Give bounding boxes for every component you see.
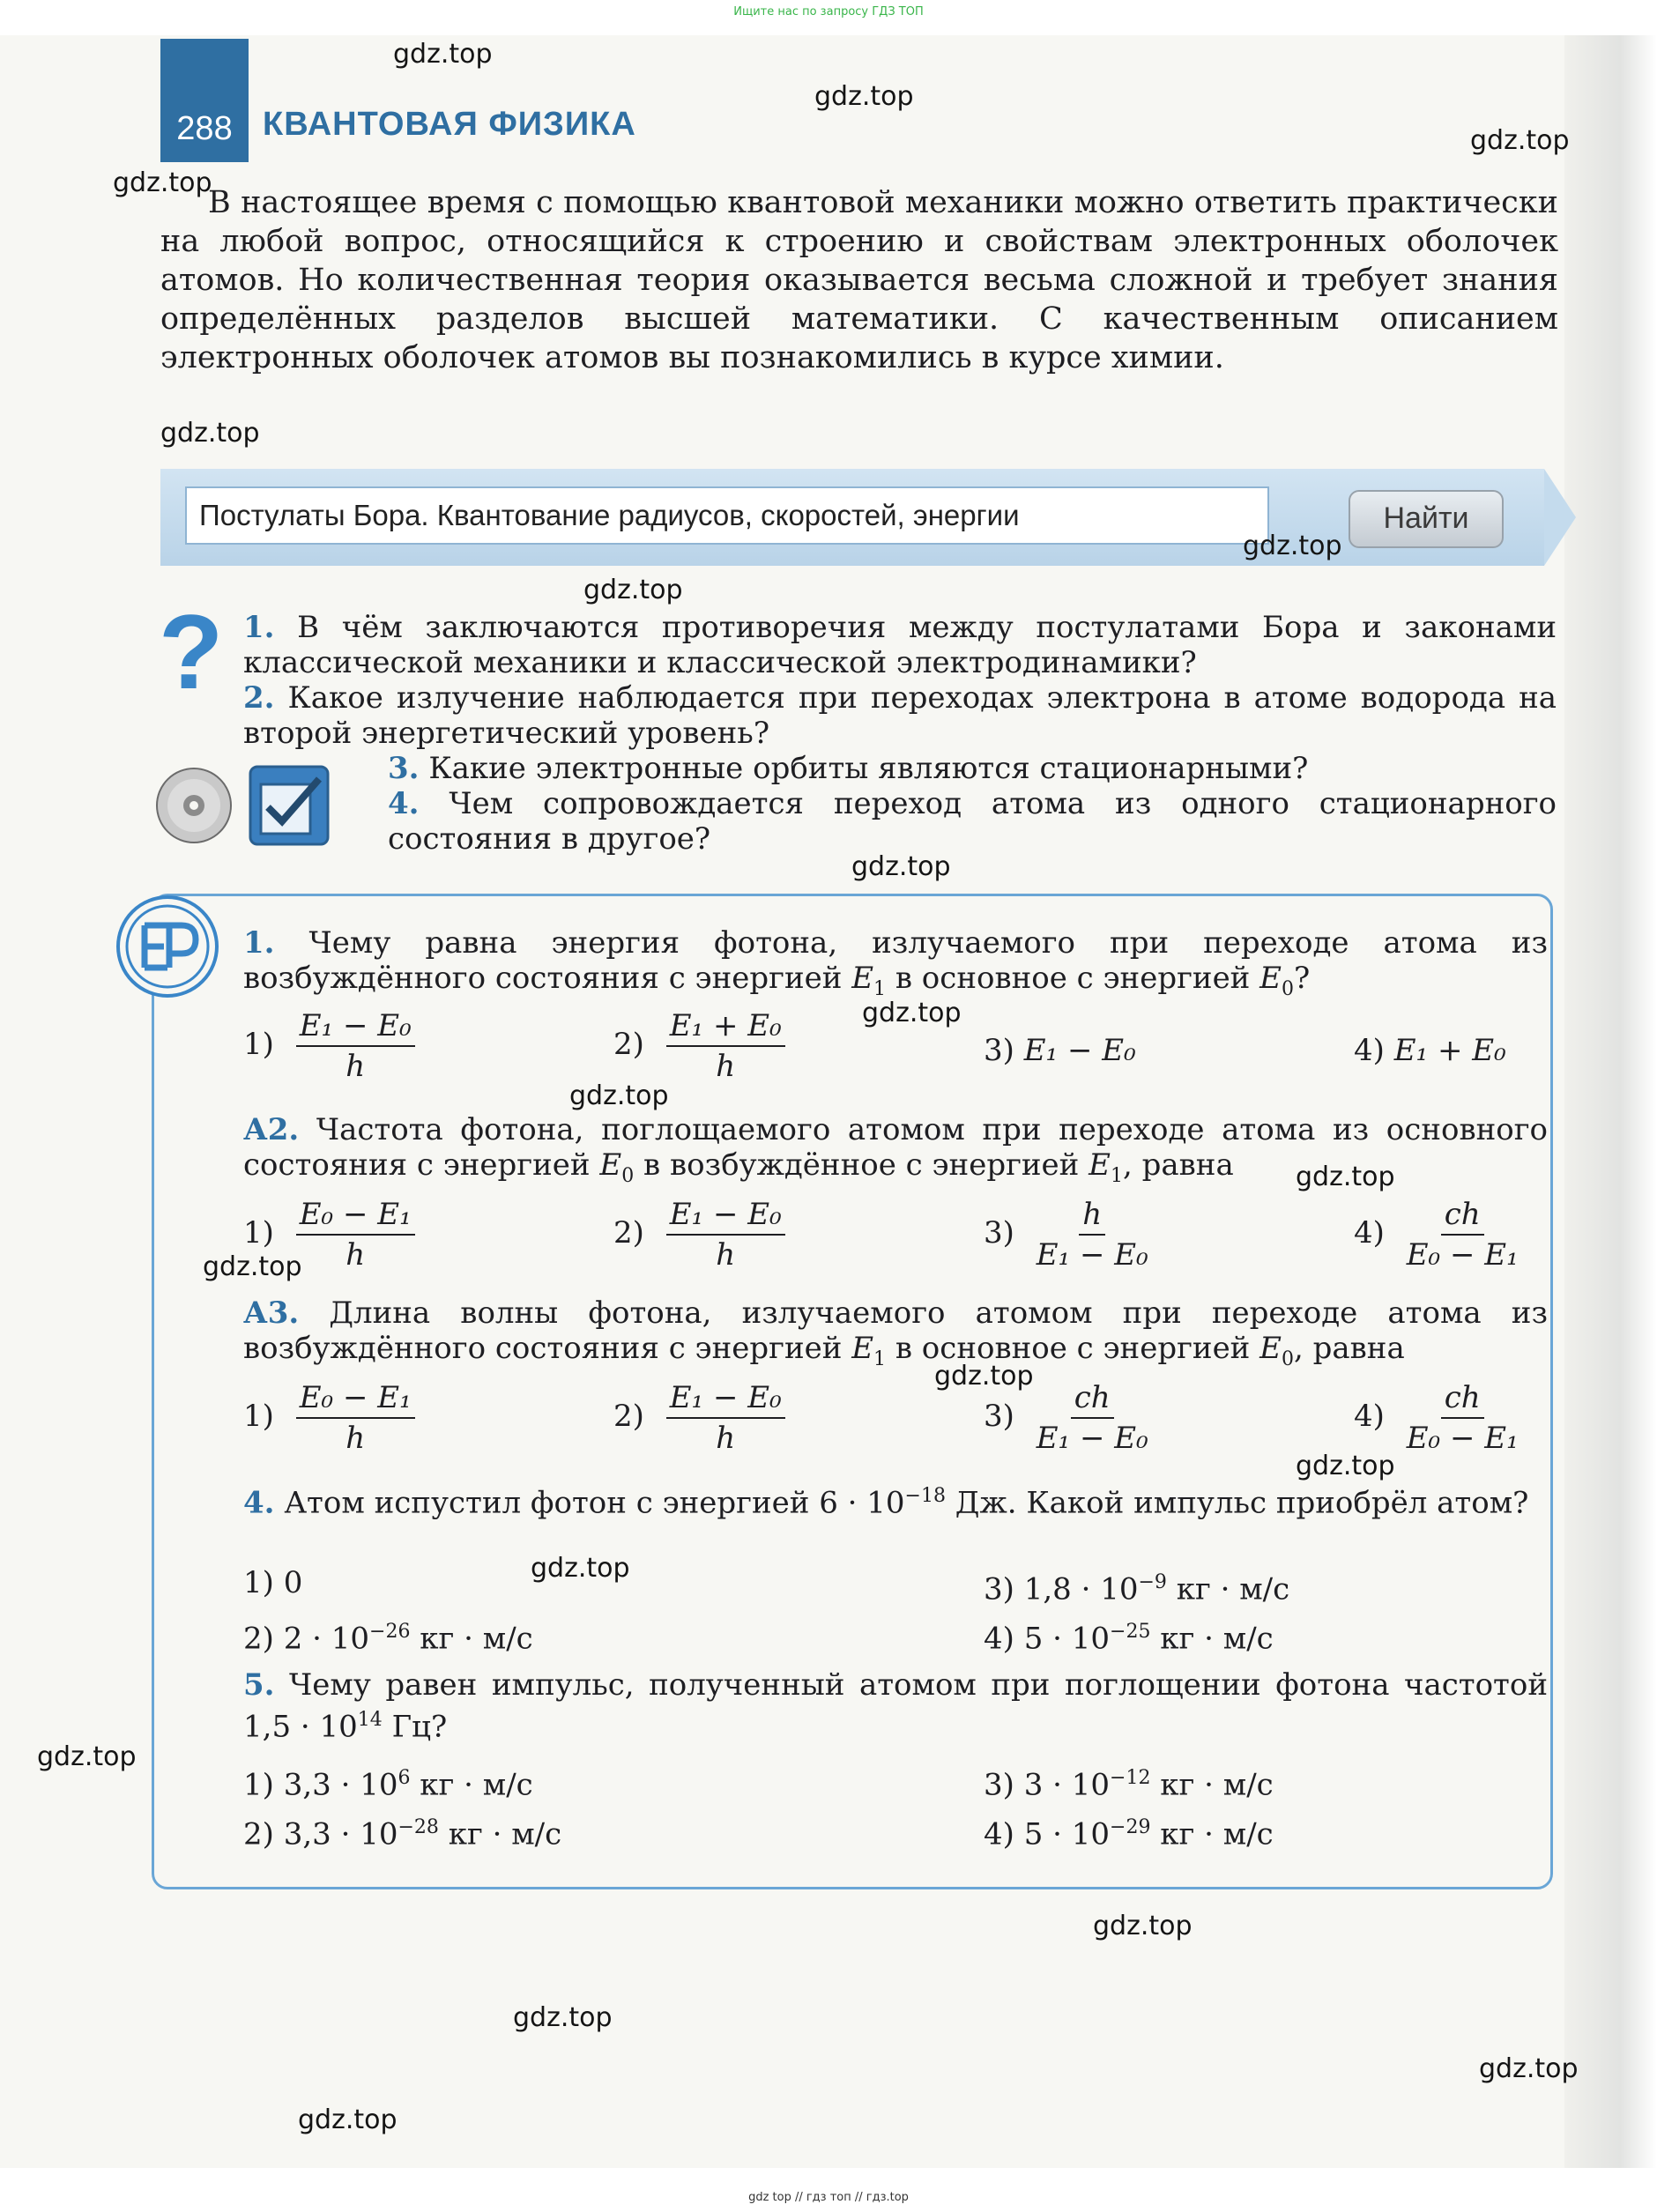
task-4-option-4[interactable]: 4) $5 \cdot 10^{-25}$ кг · м/с <box>984 1621 1274 1657</box>
ege-logo-icon <box>115 894 220 999</box>
task-5-option-4[interactable]: 4) $5 \cdot 10^{-29}$ кг · м/с <box>984 1816 1274 1852</box>
task-1-option-2[interactable]: 2) $\frac{\text{E₁ + E₀}}{h}$ <box>613 1008 785 1084</box>
task-a3: А3. Длина волны фотона, излучаемого атомом при переходе атома из возбуждённого состояния с энергией $E_1$ в основное с энергией $E_0$, равна <box>243 1295 1548 1370</box>
watermark: gdz.top <box>160 418 260 449</box>
task-5: 5. Чему равен импульс, полученный атомом при поглощении фотона частотой $1,5 \cdot 10^{14}$ Гц? <box>243 1667 1548 1745</box>
task-5-option-3[interactable]: 3) $3 \cdot 10^{-12}$ кг · м/с <box>984 1767 1274 1803</box>
task-1: 1. Чему равна энергия фотона, излучаемого при переходе атома из возбуждённого состояния с энергией $E_1$ в основное с энергией $E_0$? <box>243 925 1548 1000</box>
task-a3-option-4[interactable]: 4) $\frac{ch}{\text{E₀ − E₁}}$ <box>1354 1380 1519 1456</box>
question-mark-icon: ? <box>159 593 224 711</box>
task-a3-option-1[interactable]: 1) $\frac{\text{E₀ − E₁}}{h}$ <box>243 1380 415 1456</box>
top-note: Ищите нас по запросу ГДЗ ТОП <box>733 5 924 19</box>
task-4-option-1[interactable]: 1) 0 <box>243 1565 303 1600</box>
watermark: gdz.top <box>851 851 951 882</box>
task-5-option-2[interactable]: 2) $3,3 \cdot 10^{-28}$ кг · м/с <box>243 1816 562 1852</box>
task-a2-option-3[interactable]: 3) $\frac{h}{\text{E₁ − E₀}}$ <box>984 1197 1148 1273</box>
watermark: gdz.top <box>1296 1162 1395 1192</box>
watermark: gdz.top <box>862 998 962 1028</box>
task-4-option-3[interactable]: 3) $1,8 \cdot 10^{-9}$ кг · м/с <box>984 1571 1290 1607</box>
task-1-option-4[interactable]: 4) E₁ + E₀ <box>1354 1033 1506 1068</box>
task-a3-option-3[interactable]: 3) $\frac{ch}{\text{E₁ − E₀}}$ <box>984 1380 1148 1456</box>
watermark: gdz.top <box>298 2104 398 2135</box>
task-a2: А2. Частота фотона, поглощаемого атомом при переходе атома из основного состояния с энергией $E_0$ в возбуждённое с энергией $E_1$, равна <box>243 1112 1549 1187</box>
bottom-note: gdz top // гдз топ // гдз.top <box>748 2191 909 2204</box>
task-a3-option-2[interactable]: 2) $\frac{\text{E₁ − E₀}}{h}$ <box>613 1380 785 1456</box>
running-head: КВАНТОВАЯ ФИЗИКА <box>263 106 636 143</box>
question-3: 3. Какие электронные орбиты являются стационарными? <box>388 751 1309 786</box>
watermark: gdz.top <box>569 1080 669 1111</box>
checkbox-icon <box>249 765 330 846</box>
watermark: gdz.top <box>1296 1451 1395 1481</box>
question-2: 2. Какое излучение наблюдается при переходах электрона в атоме водорода на второй энергетический уровень? <box>243 680 1557 751</box>
watermark: gdz.top <box>113 167 212 198</box>
watermark: gdz.top <box>1479 2053 1579 2084</box>
watermark: gdz.top <box>531 1553 630 1584</box>
page-edge <box>1564 35 1657 2168</box>
task-1-option-3[interactable]: 3) E₁ − E₀ <box>984 1033 1136 1068</box>
task-5-option-1[interactable]: 1) $3,3 \cdot 10^6$ кг · м/с <box>243 1767 533 1803</box>
question-4: 4. Чем сопровождается переход атома из одного стационарного состояния в другое? <box>388 786 1557 857</box>
page-number: 288 <box>160 39 249 162</box>
watermark: gdz.top <box>37 1741 137 1772</box>
task-5-options <box>243 1761 1548 1852</box>
task-a3-options <box>243 1380 1548 1459</box>
task-a2-option-4[interactable]: 4) $\frac{ch}{\text{E₀ − E₁}}$ <box>1354 1197 1519 1273</box>
search-banner-arrow <box>1544 469 1576 566</box>
watermark: gdz.top <box>393 39 493 70</box>
cd-disc-icon <box>155 767 233 844</box>
task-1-option-1[interactable]: 1) $\frac{\text{E₁ − E₀}}{h}$ <box>243 1008 415 1084</box>
task-a2-options <box>243 1197 1548 1276</box>
intro-paragraph: В настоящее время с помощью квантовой механики можно ответить практически на любой вопрос, относящийся к строению и свойствам электронных оболочек атомов. Но количественная теория оказывается весьма сложной и требует знания определённых разделов высшей математики. С качественным описанием электронных оболочек атомов вы познакомились в курсе химии. <box>160 185 1558 375</box>
watermark: gdz.top <box>814 81 914 112</box>
search-input[interactable]: Постулаты Бора. Квантование радиусов, скоростей, энергии <box>185 486 1269 545</box>
task-a2-option-2[interactable]: 2) $\frac{\text{E₁ − E₀}}{h}$ <box>613 1197 785 1273</box>
task-4-options <box>243 1565 1548 1657</box>
watermark: gdz.top <box>583 575 683 605</box>
task-4: 4. Атом испустил фотон с энергией $6 \cdot 10^{-18}$ Дж. Какой импульс приобрёл атом? <box>243 1485 1529 1521</box>
task-4-option-2[interactable]: 2) $2 \cdot 10^{-26}$ кг · м/с <box>243 1621 533 1657</box>
watermark: gdz.top <box>1243 531 1342 561</box>
watermark: gdz.top <box>1093 1911 1193 1941</box>
watermark: gdz.top <box>1470 125 1570 156</box>
question-1: 1. В чём заключаются противоречия между постулатами Бора и законами классической механики и классической электродинамики? <box>243 610 1557 680</box>
watermark: gdz.top <box>203 1251 302 1282</box>
find-button[interactable]: Найти <box>1349 490 1504 548</box>
watermark: gdz.top <box>513 2002 613 2033</box>
watermark: gdz.top <box>934 1361 1034 1392</box>
task-a2-option-1[interactable]: 1) $\frac{\text{E₀ − E₁}}{h}$ <box>243 1197 415 1273</box>
